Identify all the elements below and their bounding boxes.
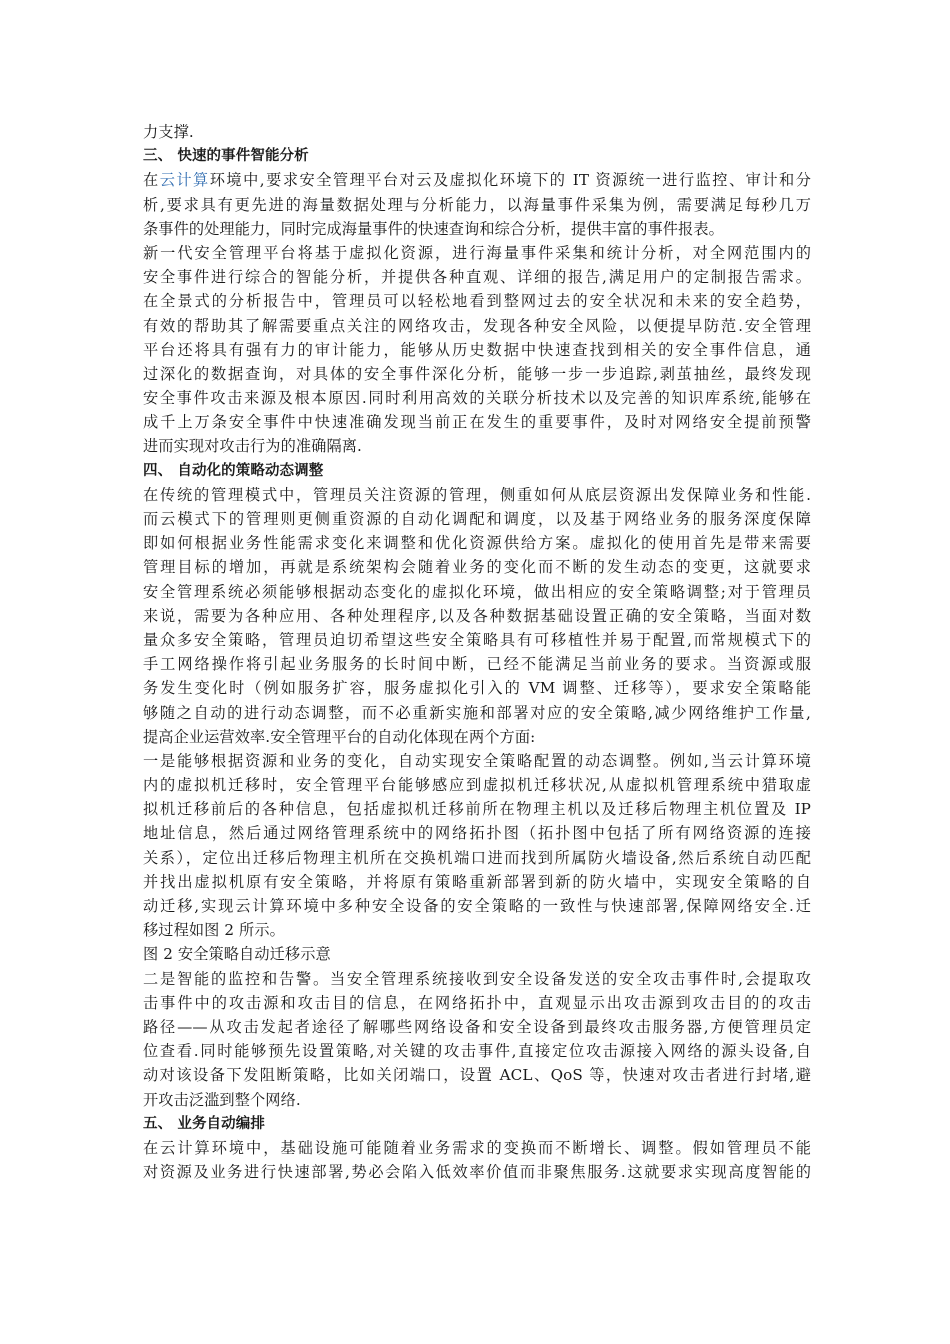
paragraph-line: 内的虚拟机迁移时，安全管理平台能够感应到虚拟机迁移状况,从虚拟机管理系统中猎取虚 [143,776,811,795]
paragraph-line: 移过程如图 2 所示。 [143,921,285,940]
paragraph-line: 提高企业运营效率.安全管理平台的自动化体现在两个方面: [143,727,536,746]
paragraph-line: 在云计算环境中，基础设施可能随着业务需求的变换而不断增长、调整。假如管理员不能 [143,1138,811,1157]
paragraph-line: 析,要求具有更先进的海量数据处理与分析能力，以海量事件采集为例，需要满足每秒几万 [143,195,811,214]
paragraph-line: 在传统的管理模式中，管理员关注资源的管理，侧重如何从底层资源出发保障业务和性能. [143,485,811,504]
paragraph-line: 安全事件攻击来源及根本原因.同时利用高效的关联分析技术以及完善的知识库系统,能够在 [143,389,811,408]
section-heading: 五、 业务自动编排 [143,1115,265,1132]
cloud-computing-link[interactable]: 云计算 [159,171,210,190]
paragraph-line: 拟机迁移前后的各种信息，包括虚拟机迁移前所在物理主机以及迁移后物理主机位置及 IP [143,800,811,819]
paragraph-line: 进而实现对攻击行为的准确隔离. [143,437,362,456]
paragraph-line: 图 2 安全策略自动迁移示意 [143,945,331,964]
paragraph-line [143,168,811,192]
paragraph-line: 来说，需要为各种应用、各种处理程序,以及各种数据基础设置正确的安全策略，当面对数 [143,606,811,625]
paragraph-line: 关系），定位出迁移后物理主机所在交换机端口进而找到所属防火墙设备,然后系统自动匹配 [143,848,811,867]
paragraph-line: 路径——从攻击发起者途径了解哪些网络设备和安全设备到最终攻击服务器,方便管理员定 [143,1017,811,1036]
paragraph-line: 管理目标的增加，再就是系统架构会随着业务的变化而不断的发生动态的变更，这就要求 [143,558,811,577]
document-page [143,120,811,1184]
paragraph-line: 新一代安全管理平台将基于虚拟化资源，进行海量事件采集和统计分析，对全网范围内的 [143,243,811,262]
text-segment: 环境中,要求安全管理平台对云及虚拟化环境下的 IT 资源统一进行监控、审计和分 [209,171,811,190]
section-heading: 三、 快速的事件智能分析 [143,148,309,165]
paragraph-line: 地址信息，然后通过网络管理系统中的网络拓扑图（拓扑图中包括了所有网络资源的连接 [143,824,811,843]
paragraph-line: 即如何根据业务性能需求变化来调整和优化资源供给方案。虚拟化的使用首先是带来需要 [143,534,811,553]
section-heading: 四、 自动化的策略动态调整 [143,462,324,479]
paragraph-line: 量众多安全策略，管理员迫切希望这些安全策略具有可移植性并易于配置,而常规模式下的 [143,630,811,649]
paragraph-line: 对资源及业务进行快速部署,势必会陷入低效率价值而非聚焦服务.这就要求实现高度智能的 [143,1163,811,1182]
paragraph-line: 够随之自动的进行动态调整，而不必重新实施和部署对应的安全策略,减少网络维护工作量, [143,703,811,722]
paragraph-line: 条事件的处理能力，同时完成海量事件的快速查询和综合分析，提供丰富的事件报表。 [143,219,724,238]
paragraph-line: 开攻击泛滥到整个网络. [143,1090,301,1109]
paragraph-line: 在全景式的分析报告中，管理员可以轻松地看到整网过去的安全状况和未来的安全趋势， [143,292,811,311]
paragraph-line: 成千上万条安全事件中快速准确发现当前正在发生的重要事件，及时对网络安全提前预警 [143,413,811,432]
paragraph-line: 二是智能的监控和告警。当安全管理系统接收到安全设备发送的安全攻击事件时,会提取攻 [143,969,811,988]
paragraph-line: 动对该设备下发阻断策略，比如关闭端口，设置 ACL、QoS 等，快速对攻击者进行封堵,避 [143,1066,811,1085]
paragraph-line: 手工网络操作将引起业务服务的长时间中断，已经不能满足当前业务的要求。当资源或服 [143,655,811,674]
paragraph-line: 力支撑. [143,123,194,141]
paragraph-line: 务发生变化时（例如服务扩容，服务虚拟化引入的 VM 调整、迁移等），要求安全策略能 [143,679,811,698]
paragraph-line: 有效的帮助其了解需要重点关注的网络攻击，发现各种安全风险，以便提早防范.安全管理 [143,316,811,335]
text-segment: 在 [143,171,160,190]
paragraph-line: 一是能够根据资源和业务的变化，自动实现安全策略配置的动态调整。例如,当云计算环境 [143,751,811,770]
paragraph-line: 位查看.同时能够预先设置策略,对关键的攻击事件,直接定位攻击源接入网络的源头设备,自 [143,1042,811,1061]
paragraph-line: 安全管理系统必须能够根据动态变化的虚拟化环境，做出相应的安全策略调整;对于管理员 [143,582,811,601]
paragraph-line: 过深化的数据查询，对具体的安全事件深化分析，能够一步一步追踪,剥茧抽丝，最终发现 [143,364,811,383]
paragraph-line: 击事件中的攻击源和攻击目的信息，在网络拓扑中，直观显示出攻击源到攻击目的的攻击 [143,993,811,1012]
paragraph-line: 安全事件进行综合的智能分析，并提供各种直观、详细的报告,满足用户的定制报告需求。 [143,268,811,287]
paragraph-line: 平台还将具有强有力的审计能力，能够从历史数据中快速查找到相关的安全事件信息，通 [143,340,811,359]
paragraph-line: 动迁移,实现云计算环境中多种安全设备的安全策略的一致性与快速部署,保障网络安全.迁 [143,897,811,915]
paragraph-line: 并找出虚拟机原有安全策略，并将原有策略重新部署到新的防火墙中，实现安全策略的自 [143,872,811,891]
paragraph-line: 而云模式下的管理则更侧重资源的自动化调配和调度，以及基于网络业务的服务深度保障 [143,510,811,528]
